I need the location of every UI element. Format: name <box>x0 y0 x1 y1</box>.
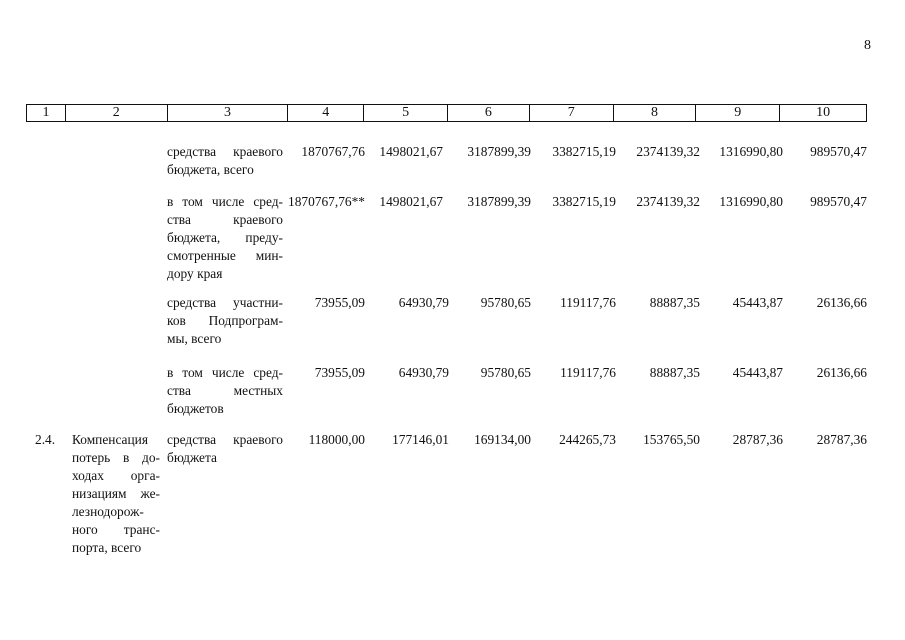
item-number-cell: 2.4. <box>35 432 56 447</box>
value-cell: 73955,09 <box>314 365 365 380</box>
funding-source-cell: средства участни-ков Подпрограм-мы, всего <box>167 295 283 346</box>
column-number: 8 <box>614 105 697 121</box>
value-cell: 177146,01 <box>392 432 449 447</box>
funding-source-cell: в том числе сред-ства местных бюджетов <box>167 365 283 416</box>
value-cell: 2374139,32 <box>636 144 700 159</box>
value-cell: 28787,36 <box>816 432 867 447</box>
value-cell: 1870767,76** <box>288 194 365 209</box>
value-cell: 244265,73 <box>559 432 616 447</box>
value-cell: 64930,79 <box>398 295 449 310</box>
value-cell: 45443,87 <box>732 295 783 310</box>
column-number: 4 <box>288 105 364 121</box>
column-number: 10 <box>816 105 831 120</box>
value-cell: 1316990,80 <box>719 194 783 209</box>
value-cell: 119117,76 <box>560 365 616 380</box>
value-cell: 989570,47 <box>810 194 867 209</box>
value-cell: 88887,35 <box>649 295 700 310</box>
column-number: 5 <box>364 105 448 121</box>
value-cell: 989570,47 <box>810 144 867 159</box>
funding-source-cell: средства краевого бюджета, всего <box>167 144 283 177</box>
column-number-header <box>26 104 867 122</box>
value-cell: 3187899,39 <box>467 144 531 159</box>
column-number: 6 <box>448 105 530 121</box>
column-number: 1 <box>27 105 66 121</box>
value-cell: 1316990,80 <box>719 144 783 159</box>
value-cell: 3382715,19 <box>552 144 616 159</box>
value-cell: 3382715,19 <box>552 194 616 209</box>
value-cell: 95780,65 <box>480 365 531 380</box>
value-cell: 73955,09 <box>314 295 365 310</box>
value-cell: 153765,50 <box>643 432 700 447</box>
value-cell: 119117,76 <box>560 295 616 310</box>
column-number: 2 <box>66 105 168 121</box>
value-cell: 3187899,39 <box>467 194 531 209</box>
value-cell: 1498021,67 <box>379 194 443 209</box>
value-cell: 169134,00 <box>474 432 531 447</box>
column-number: 7 <box>530 105 614 121</box>
value-cell: 118000,00 <box>308 432 365 447</box>
value-cell: 88887,35 <box>649 365 700 380</box>
funding-source-cell: средства краевого бюджета <box>167 432 283 465</box>
item-name-cell: Компенсация потерь в до-ходах орга-низациям же-лезнодорож-ного транс-порта, всего <box>72 432 160 555</box>
column-number: 9 <box>696 105 780 121</box>
value-cell: 1498021,67 <box>379 144 443 159</box>
value-cell: 2374139,32 <box>636 194 700 209</box>
page-number: 8 <box>864 38 871 53</box>
column-number: 3 <box>168 105 289 121</box>
value-cell: 26136,66 <box>816 295 867 310</box>
value-cell: 64930,79 <box>398 365 449 380</box>
value-cell: 26136,66 <box>816 365 867 380</box>
funding-source-cell: в том числе сред-ства краевого бюджета, преду-смотренные мин-дору края <box>167 194 283 281</box>
value-cell: 45443,87 <box>732 365 783 380</box>
value-cell: 1870767,76 <box>301 144 365 159</box>
value-cell: 95780,65 <box>480 295 531 310</box>
value-cell: 28787,36 <box>732 432 783 447</box>
